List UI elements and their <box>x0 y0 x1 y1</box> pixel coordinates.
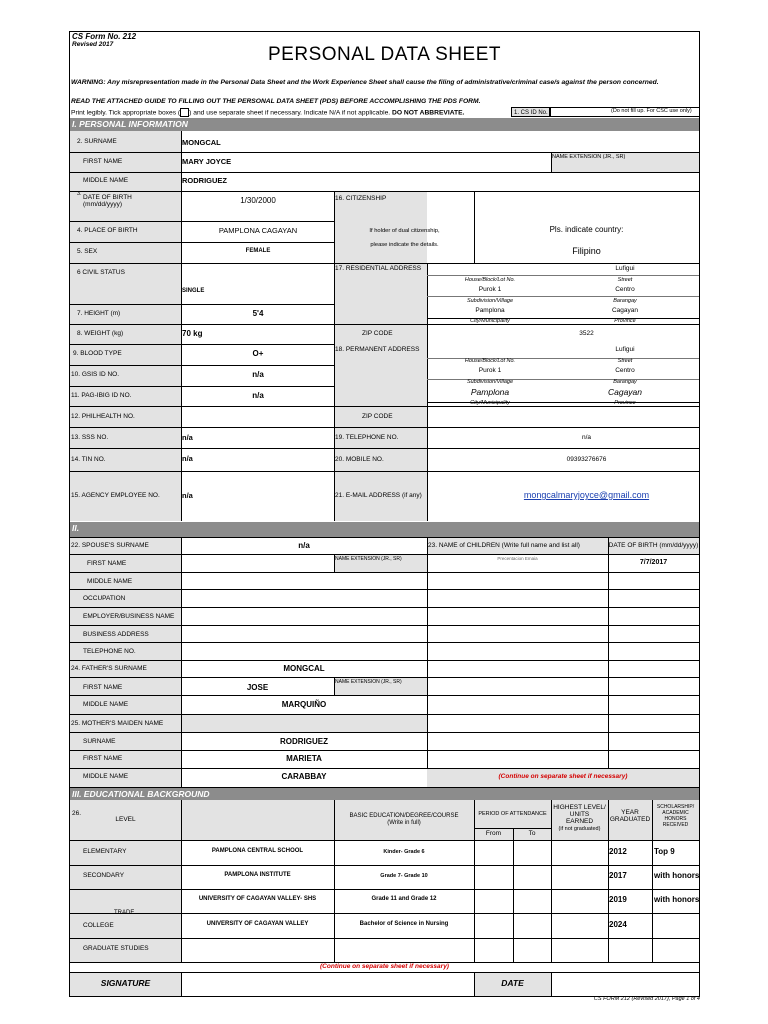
res-city-lbl: City/Municipality <box>470 318 510 324</box>
blood-type-value[interactable]: O+ <box>252 349 264 358</box>
father-middle-value[interactable]: MARQUIÑO <box>281 700 327 709</box>
edu-honors-elementary[interactable]: Top 9 <box>654 847 675 856</box>
edu-trade-label: TRADE <box>114 910 135 916</box>
children-dob-label: DATE OF BIRTH (mm/dd/yyyy) <box>608 542 699 549</box>
father-first-value[interactable]: JOSE <box>246 683 269 692</box>
edu-level-graduate: GRADUATE STUDIES <box>83 945 149 952</box>
print-note: Print legibly. Tick appropriate boxes ( ) and use separate sheet if necessary. Indicate N/A if not applicable. DO NOT ABBREVIATE. <box>71 109 465 117</box>
section-personal-information: I. PERSONAL INFORMATION <box>70 118 699 131</box>
sex-value[interactable]: FEMALE <box>245 248 271 254</box>
gsis-label: 10. GSIS ID NO. <box>71 371 120 378</box>
year-graduated-header: YEAR GRADUATED <box>609 809 651 823</box>
res-street-lbl: Street <box>617 277 633 283</box>
edu-year-elementary[interactable]: 2012 <box>609 847 627 856</box>
children-continue-note: (Continue on separate sheet if necessary) <box>498 773 628 780</box>
blood-type-label: 9. BLOOD TYPE <box>73 350 122 357</box>
edu-honors-shs[interactable]: with honors <box>654 895 700 904</box>
perm-lot[interactable]: Lufigui <box>615 346 635 353</box>
edu-course-secondary[interactable]: Grade 7- Grade 10 <box>380 873 428 879</box>
sex-label: 5. SEX <box>77 248 98 255</box>
mother-maiden-label: 25. MOTHER'S MAIDEN NAME <box>71 720 164 727</box>
edu-year-secondary[interactable]: 2017 <box>609 871 627 880</box>
pds-sheet <box>69 31 700 997</box>
course-header: BASIC EDUCATION/DEGREE/COURSE <box>349 813 459 819</box>
res-purok[interactable]: Purok 1 <box>478 286 502 293</box>
res-prov-lbl: Province <box>614 318 636 324</box>
agency-employee-label: 15. AGENCY EMPLOYEE NO. <box>71 492 160 499</box>
tin-label: 14. TIN NO. <box>71 456 106 463</box>
sss-label: 13. SSS NO. <box>71 434 109 441</box>
edu-level-college: COLLEGE <box>83 922 114 929</box>
edu-course-college[interactable]: Bachelor of Science in Nursing <box>359 921 449 927</box>
edu-level-secondary: SECONDARY <box>83 872 125 879</box>
residential-address-label: 17. RESIDENTIAL ADDRESS <box>335 265 422 272</box>
perm-brgy-lbl: Barangay <box>613 379 637 385</box>
edu-course-elementary[interactable]: Kinder- Grade 6 <box>383 849 425 855</box>
father-middle-label: MIDDLE NAME <box>83 701 129 708</box>
civil-status-value[interactable]: SINGLE <box>182 288 205 294</box>
child-name[interactable]: Precentacion Emaia <box>497 556 538 561</box>
middle-name-label: MIDDLE NAME <box>83 177 129 184</box>
res-city[interactable]: Pamplona <box>475 307 505 314</box>
perm-purok[interactable]: Purok 1 <box>478 367 502 374</box>
agency-employee-value[interactable]: n/a <box>182 491 193 500</box>
spouse-ext-label: NAME EXTENSION (JR., SR) <box>335 556 402 562</box>
employer-label: EMPLOYER/BUSINESS NAME <box>83 613 175 620</box>
perm-province[interactable]: Cagayan <box>607 387 643 397</box>
level-header: LEVEL <box>115 816 136 823</box>
mother-surname-value[interactable]: RODRIGUEZ <box>280 737 328 746</box>
spouse-telephone-label: TELEPHONE NO. <box>83 648 136 655</box>
citizenship-label: 16. CITIZENSHIP <box>335 195 387 202</box>
course-subheader: (Write in full) <box>387 820 421 826</box>
spouse-surname-label: 22. SPOUSE'S SURNAME <box>71 542 149 549</box>
sss-value[interactable]: n/a <box>182 433 193 442</box>
edu-course-shs[interactable]: Grade 11 and Grade 12 <box>371 896 437 902</box>
edu-school-shs[interactable]: UNIVERSITY OF CAGAYAN VALLEY- SHS <box>198 896 317 902</box>
spouse-middle-label: MIDDLE NAME <box>87 578 133 585</box>
mother-surname-label: SURNAME <box>83 738 116 745</box>
mother-first-label: FIRST NAME <box>83 755 123 762</box>
tick-box-sample <box>180 108 189 117</box>
father-ext-label: NAME EXTENSION (JR., SR) <box>335 679 402 685</box>
child-dob[interactable]: 7/7/2017 <box>639 559 668 566</box>
from-header: From <box>485 830 502 837</box>
form-number: CS Form No. 212 <box>72 32 137 41</box>
dob-value[interactable]: 1/30/2000 <box>240 196 276 205</box>
perm-prov-lbl: Province <box>614 400 636 406</box>
surname-value[interactable]: MONGCAL <box>182 138 221 147</box>
father-first-label: FIRST NAME <box>83 684 123 691</box>
cs-id-label: 1. CS ID No. <box>511 107 550 117</box>
first-name-label: FIRST NAME <box>83 158 123 165</box>
occupation-label: OCCUPATION <box>83 595 126 602</box>
signature-field[interactable] <box>182 973 474 996</box>
country-label: Pls. indicate country: <box>549 225 624 234</box>
edu-honors-secondary[interactable]: with honors <box>654 871 700 880</box>
height-label: 7. HEIGHT (m) <box>77 310 121 317</box>
page-footer: CS FORM 212 (Revised 2017), Page 1 of 4 <box>593 996 700 1002</box>
telephone-label: 19. TELEPHONE NO. <box>335 434 399 441</box>
dual-citizenship-note-2: please indicate the details. <box>370 242 439 248</box>
page-title: PERSONAL DATA SHEET <box>268 44 501 65</box>
edu-year-college[interactable]: 2024 <box>609 920 627 929</box>
date-label: DATE <box>501 978 524 988</box>
gsis-value[interactable]: n/a <box>252 370 264 379</box>
mobile-value[interactable]: 09393276676 <box>566 456 607 463</box>
perm-city-lbl: City/Municipality <box>470 400 510 406</box>
edu-level-elementary: ELEMENTARY <box>83 848 127 855</box>
perm-zip-label: ZIP CODE <box>362 413 393 420</box>
perm-city[interactable]: Pamplona <box>470 387 510 397</box>
res-lot[interactable]: Lufigui <box>615 265 635 272</box>
mother-middle-label: MIDDLE NAME <box>83 773 129 780</box>
period-header: PERIOD OF ATTENDANCE <box>478 811 547 817</box>
spouse-surname-value[interactable]: n/a <box>298 541 310 550</box>
father-surname-value[interactable]: MONGCAL <box>283 664 325 673</box>
res-house-lbl: House/Block/Lot No. <box>464 277 516 283</box>
dual-citizenship-note: If holder of dual citizenship, <box>369 228 440 234</box>
dob-label: DATE OF BIRTH <box>83 194 132 201</box>
father-surname-label: 24. FATHER'S SURNAME <box>71 665 147 672</box>
warning-text: WARNING: Any misrepresentation made in the Personal Data Sheet and the Work Experience Sheet shall cause the filing of administrative/criminal case/s against the person concerned. <box>71 79 659 86</box>
mother-middle-value[interactable]: CARABBAY <box>281 772 327 781</box>
dob-format: (mm/dd/yyyy) <box>83 201 122 208</box>
signature-label: SIGNATURE <box>100 978 151 988</box>
res-zip-value[interactable]: 3522 <box>579 330 594 337</box>
weight-label: 8. WEIGHT (kg) <box>77 330 124 337</box>
guide-text: READ THE ATTACHED GUIDE TO FILLING OUT THE PERSONAL DATA SHEET (PDS) BEFORE ACCOMPLISHING THE PDS FORM. <box>71 98 481 105</box>
edu-year-shs[interactable]: 2019 <box>609 895 627 904</box>
first-name-value[interactable]: MARY JOYCE <box>182 157 232 166</box>
education-continue-note: (Continue on separate sheet if necessary) <box>320 963 449 970</box>
permanent-address-label: 18. PERMANENT ADDRESS <box>335 346 420 353</box>
email-value[interactable]: mongcalmaryjoyce@gmail.com <box>523 490 650 500</box>
csc-use-only: (Do not fill up. For CSC use only) <box>611 108 692 114</box>
date-field[interactable] <box>552 973 699 996</box>
email-label: 21. E-MAIL ADDRESS (if any) <box>335 492 422 499</box>
highest-level-header: HIGHEST LEVEL/ UNITS EARNED (if not graduated) <box>553 804 606 832</box>
civil-status-label: 6 CIVIL STATUS <box>77 269 125 276</box>
res-brgy-lbl: Barangay <box>613 298 637 304</box>
form-revised: Revised 2017 <box>72 41 114 48</box>
education-num: 26. <box>72 810 82 817</box>
edu-school-college[interactable]: UNIVERSITY OF CAGAYAN VALLEY <box>206 921 309 927</box>
perm-centro[interactable]: Centro <box>615 367 635 374</box>
section-educational-background: III. EDUCATIONAL BACKGROUND <box>70 788 699 800</box>
mother-first-value[interactable]: MARIETA <box>286 754 322 763</box>
place-of-birth-label: 4. PLACE OF BIRTH <box>77 227 138 234</box>
perm-house-lbl: House/Block/Lot No. <box>464 358 516 364</box>
surname-label: 2. SURNAME <box>77 138 117 145</box>
telephone-value[interactable]: n/a <box>581 434 592 441</box>
country-value[interactable]: Filipino <box>572 246 601 256</box>
place-of-birth-value[interactable]: PAMPLONA CAGAYAN <box>218 226 298 235</box>
philhealth-label: 12. PHILHEALTH NO. <box>71 413 135 420</box>
edu-school-secondary[interactable]: PAMPLONA INSTITUTE <box>224 872 291 878</box>
res-subd-lbl: Subdivision/Village <box>466 298 514 304</box>
to-header: To <box>528 830 536 837</box>
height-value[interactable]: 5'4 <box>252 309 264 318</box>
pagibig-label: 11. PAG-IBIG ID NO. <box>71 392 132 399</box>
children-label: 23. NAME of CHILDREN (Write full name and list all) <box>428 542 580 549</box>
weight-value[interactable]: 70 kg <box>182 329 203 338</box>
res-zip-label: ZIP CODE <box>362 330 393 337</box>
res-province[interactable]: Cagayan <box>611 307 639 314</box>
pagibig-value[interactable]: n/a <box>252 391 264 400</box>
dob-number: 3. <box>77 191 82 197</box>
mobile-label: 20. MOBILE NO. <box>335 456 384 463</box>
perm-street-lbl: Street <box>617 358 633 364</box>
middle-name-value[interactable]: RODRIGUEZ <box>182 176 227 185</box>
edu-school-elementary[interactable]: PAMPLONA CENTRAL SCHOOL <box>211 848 304 854</box>
business-address-label: BUSINESS ADDRESS <box>83 631 149 638</box>
spouse-first-label: FIRST NAME <box>87 560 127 567</box>
tin-value[interactable]: n/a <box>182 454 193 463</box>
perm-subd-lbl: Subdivision/Village <box>466 379 514 385</box>
res-centro[interactable]: Centro <box>615 286 635 293</box>
section-family-background: II. <box>70 522 699 537</box>
name-extension-label: NAME EXTENSION (JR., SR) <box>552 154 626 160</box>
education-level-column <box>70 840 181 962</box>
honors-header: SCHOLARSHIP/ ACADEMIC HONORS RECEIVED <box>656 804 695 828</box>
